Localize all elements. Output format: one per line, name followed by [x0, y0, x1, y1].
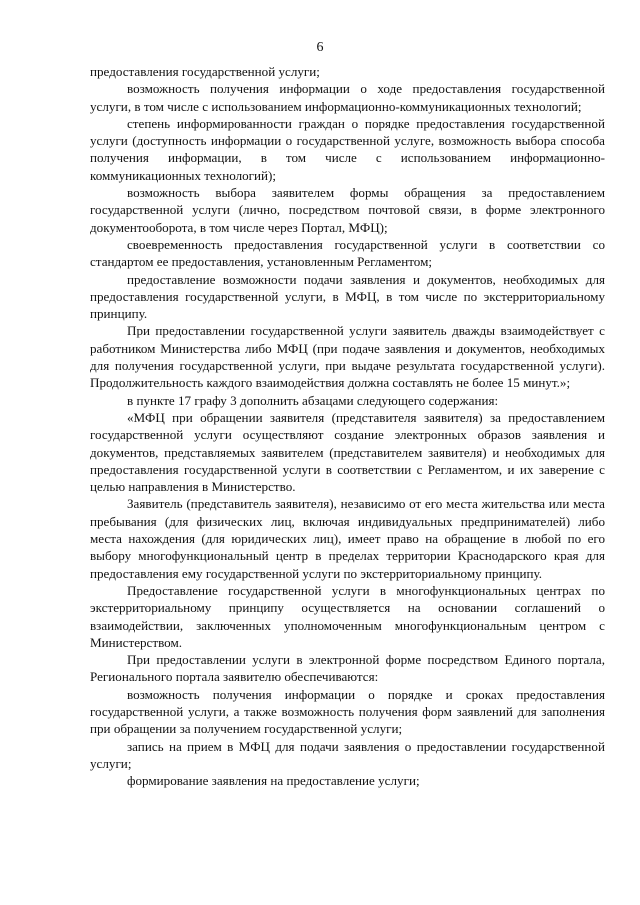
document-body	[90, 63, 605, 789]
paragraph: запись на прием в МФЦ для подачи заявления о предоставлении государственной услуги;	[90, 738, 605, 771]
paragraph: своевременность предоставления государственной услуги в соответствии со стандартом ее предоставления, установленным Регламентом;	[90, 236, 605, 270]
paragraph: Заявитель (представитель заявителя), независимо от его места жительства или места пребывания (для физических лиц, включая индивидуальных предпринимателей) либо места нахождения (для юридических лиц), имеет право на обращение в любой по его выбору многофункциональный центр в пределах территории Краснодарского края для предоставления ему государственной услуги по экстерриториальному принципу.	[90, 496, 605, 581]
paragraph: формирование заявления на предоставление услуги;	[127, 773, 420, 789]
paragraph: возможность получения информации о ходе предоставления государственной услуги, в том числе с использованием информационно-коммуникационных технологий;	[90, 81, 605, 114]
paragraph: При предоставлении услуги в электронной форме посредством Единого портала, Регионального портала заявителю обеспечиваются:	[90, 652, 605, 685]
page-number: 6	[316, 40, 324, 55]
paragraph: в пункте 17 графу 3 дополнить абзацами следующего содержания:	[127, 392, 499, 408]
paragraph: возможность получения информации о порядке и сроках предоставления государственной услуги, а также возможность получения форм заявлений для заполнения при обращении за получением государственной услуги;	[90, 686, 605, 737]
paragraph: степень информированности граждан о порядке предоставления государственной услуги (доступность информации о государственной услуге, возможность выбора способа получения информации, в том числе с использованием информационно-коммуникационных технологий);	[90, 115, 605, 183]
paragraph-continuation: предоставления государственной услуги;	[90, 64, 320, 79]
paragraph: предоставление возможности подачи заявления и документов, необходимых для предоставления государственной услуги, в МФЦ, в том числе по экстерриториальному принципу.	[90, 271, 605, 322]
paragraph: возможность выбора заявителем формы обращения за предоставлением государственной услуги (лично, посредством почтовой связи, в форме электронного документооборота, в том числе через Портал, МФЦ);	[90, 185, 605, 235]
paragraph: Предоставление государственной услуги в многофункциональных центрах по экстерриториальному принципу осуществляется на основании соглашений о взаимодействии, заключенных уполномоченным многофункциональным центром с Министерством.	[90, 582, 605, 650]
paragraph: При предоставлении государственной услуги заявитель дважды взаимодействует с работником Министерства либо МФЦ (при подаче заявления и документов, необходимых для получения государственной услуги, при выдаче результата государственной услуги). Продолжительность каждого взаимодействия должна составлять не более 15 минут.»;	[90, 323, 605, 391]
paragraph: «МФЦ при обращении заявителя (представителя заявителя) за предоставлением государственной услуги осуществляют создание электронных образов заявления и документов, представляемых заявителем (представителем заявителя) и необходимых для предоставления государственной услуги в соответствии с Регламентом, и их заверение с целью направления в Министерство.	[90, 409, 605, 495]
